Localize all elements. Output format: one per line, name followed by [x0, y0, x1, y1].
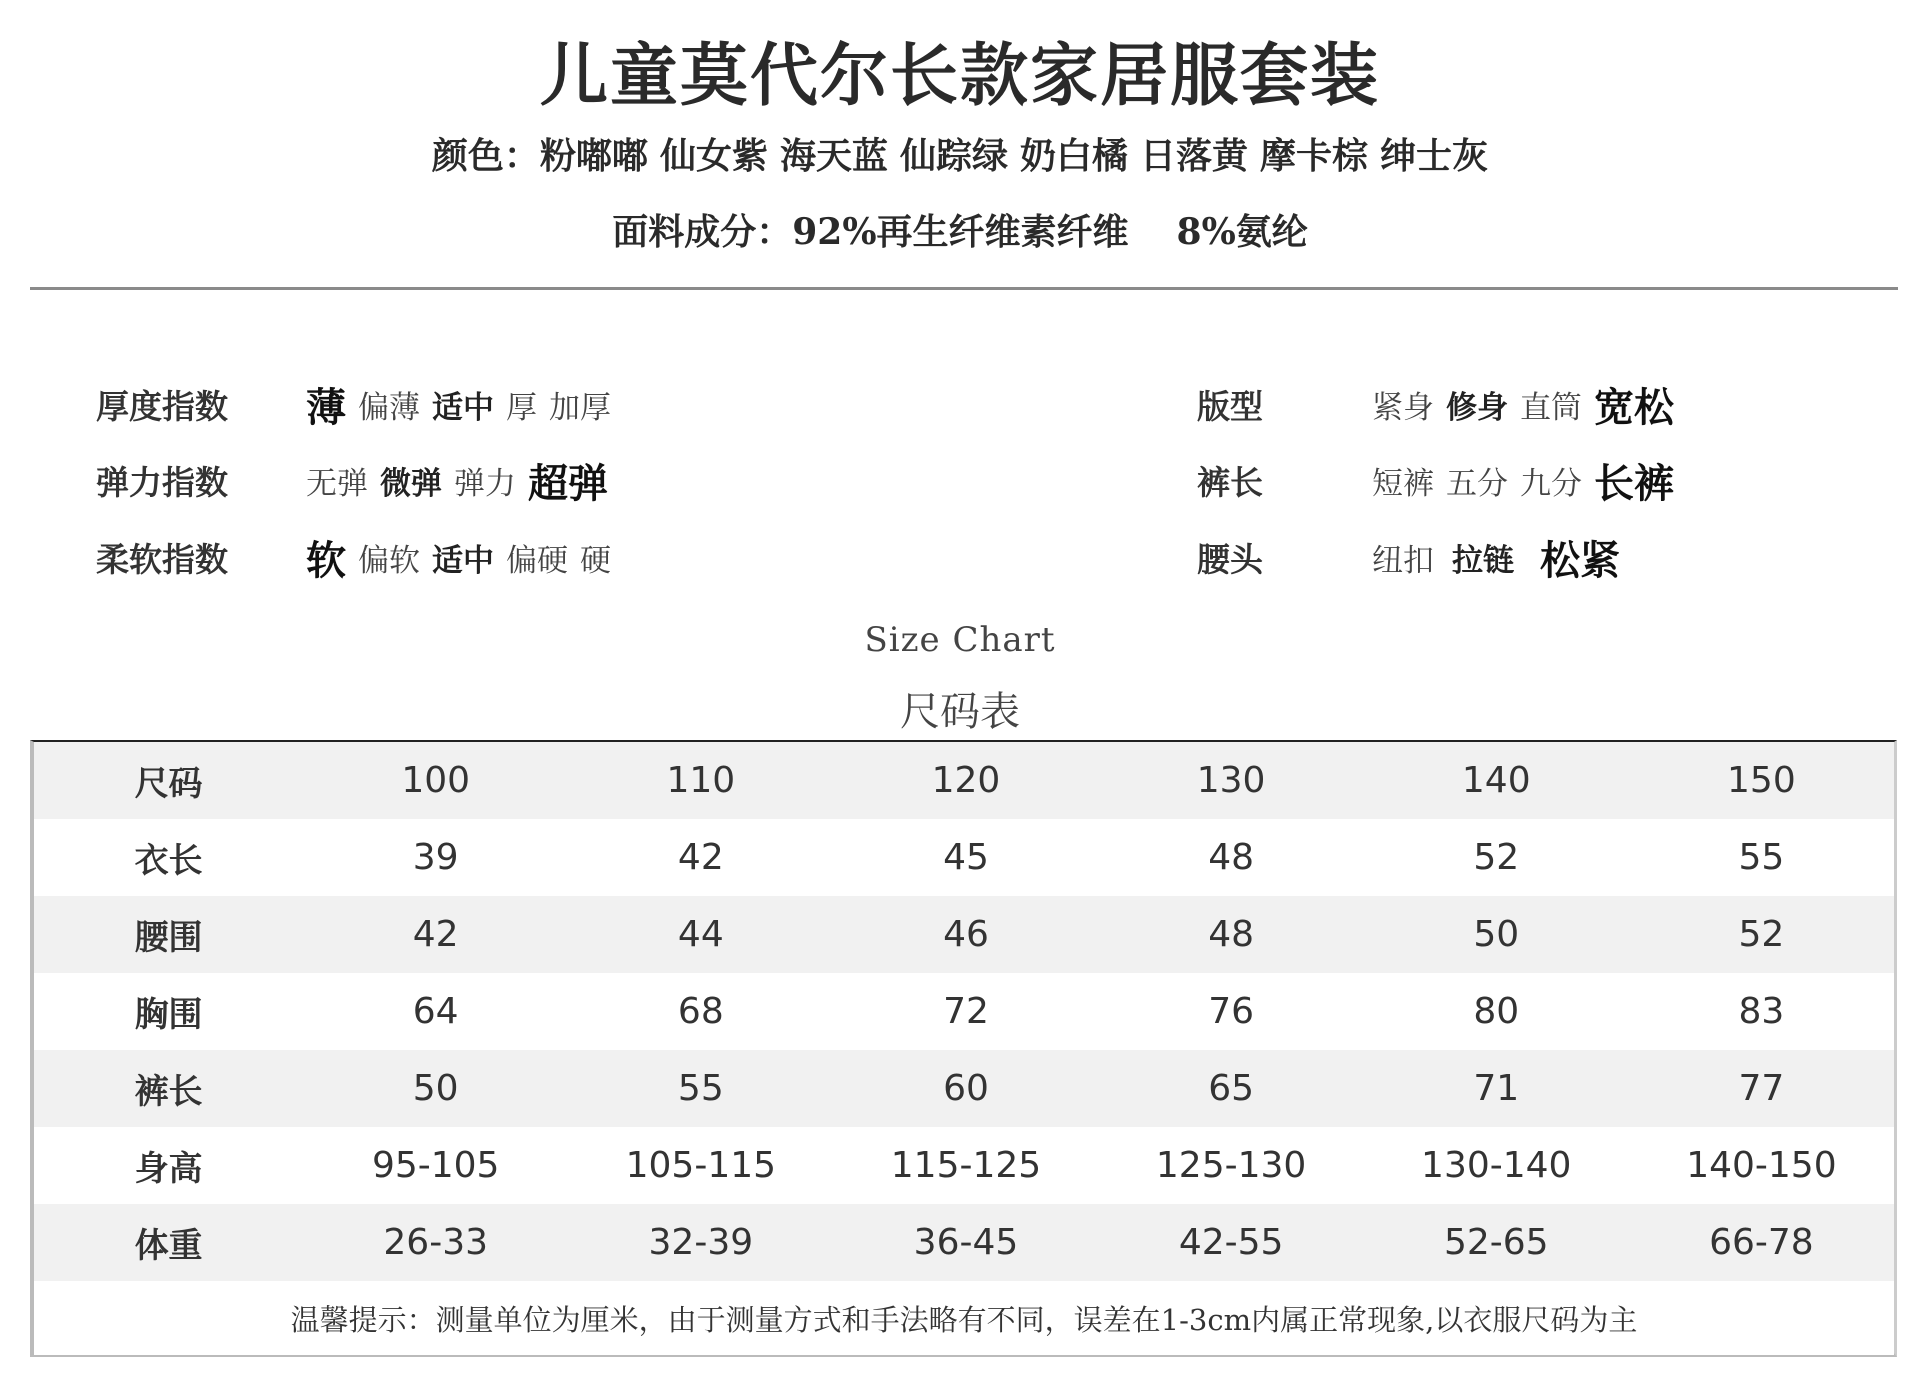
color-list [0, 128, 1920, 179]
pants-length-row [1197, 450, 1897, 510]
color-item: 摩卡棕 [1260, 135, 1369, 177]
table-cell: 42 [677, 837, 724, 878]
table-cell: 50 [412, 1068, 459, 1109]
softness-option: 偏硬 [506, 542, 568, 579]
fit-label: 版型 [1197, 386, 1263, 426]
table-cell: 46 [943, 914, 989, 955]
thickness-option: 加厚 [549, 389, 611, 426]
table-cell: 71 [1473, 1068, 1520, 1109]
waist-option: 纽扣 [1372, 542, 1434, 579]
elasticity-option: 超弹 [528, 460, 608, 507]
table-cell: 95-105 [371, 1145, 500, 1186]
table-cell: 48 [1208, 914, 1255, 955]
row-header: 裤长 [134, 1072, 203, 1112]
row-header: 胸围 [134, 995, 203, 1035]
table-cell: 77 [1738, 1068, 1785, 1109]
softness-option: 偏软 [358, 542, 420, 579]
table-cell: 130 [1196, 760, 1266, 801]
thickness-option: 偏薄 [358, 389, 420, 426]
table-row [34, 1204, 1894, 1281]
pants-length-option: 长裤 [1594, 460, 1674, 507]
table-cell: 76 [1208, 991, 1255, 1032]
table-cell: 140-150 [1686, 1145, 1837, 1186]
section-divider [30, 287, 1898, 290]
fit-option: 宽松 [1594, 384, 1674, 431]
thickness-options [306, 376, 623, 433]
table-cell: 120 [931, 760, 1001, 801]
table-cell: 105-115 [625, 1145, 777, 1186]
row-header: 尺码 [134, 764, 203, 804]
table-cell: 52 [1473, 837, 1520, 878]
table-cell: 83 [1738, 991, 1785, 1032]
table-cell: 36-45 [913, 1222, 1019, 1263]
waist-options [1372, 529, 1632, 586]
elasticity-option: 弹力 [454, 465, 516, 502]
table-row [34, 1050, 1894, 1127]
elasticity-option: 微弹 [380, 465, 442, 502]
table-cell: 60 [943, 1068, 989, 1109]
table-cell: 44 [677, 914, 724, 955]
table-row [34, 973, 1894, 1050]
table-cell: 110 [666, 760, 736, 801]
softness-option: 软 [306, 537, 346, 584]
table-cell: 50 [1473, 914, 1520, 955]
thickness-option: 适中 [432, 389, 494, 426]
thickness-option: 薄 [306, 384, 346, 431]
table-cell: 52 [1738, 914, 1785, 955]
table-cell: 150 [1727, 760, 1796, 801]
color-item: 粉嘟嘟 [539, 135, 648, 177]
fit-option: 修身 [1446, 389, 1508, 426]
row-header: 体重 [134, 1226, 203, 1266]
size-chart-title-cn: 尺码表 [900, 689, 1020, 735]
table-cell: 65 [1208, 1068, 1255, 1109]
table-cell: 26-33 [383, 1222, 488, 1263]
row-header: 身高 [134, 1149, 203, 1189]
softness-option: 适中 [432, 542, 494, 579]
row-header: 腰围 [134, 918, 203, 958]
waist-option: 松紧 [1540, 537, 1620, 584]
table-row [34, 742, 1894, 819]
row-header: 衣长 [134, 841, 203, 881]
color-item: 海天蓝 [779, 135, 888, 177]
page-title: 儿童莫代尔长款家居服套装 [539, 36, 1380, 116]
fabric-label: 面料成分： [612, 211, 793, 253]
pants-length-option: 九分 [1520, 465, 1582, 502]
table-cell: 52-65 [1443, 1222, 1549, 1263]
thickness-option: 厚 [506, 389, 537, 426]
fit-option: 紧身 [1372, 389, 1434, 426]
table-cell: 130-140 [1421, 1145, 1572, 1186]
softness-options [306, 529, 623, 586]
table-cell: 39 [412, 837, 459, 878]
color-item: 仙踪绿 [899, 135, 1008, 177]
thickness-label: 厚度指数 [96, 386, 228, 426]
pants-length-option: 短裤 [1372, 465, 1434, 502]
table-cell: 80 [1473, 991, 1520, 1032]
thickness-row [96, 374, 996, 434]
table-cell: 72 [943, 991, 989, 1032]
fabric-composition [0, 204, 1920, 255]
elasticity-option: 无弹 [306, 465, 368, 502]
elasticity-label: 弹力指数 [96, 462, 228, 502]
softness-label: 柔软指数 [96, 539, 228, 579]
table-cell: 55 [677, 1068, 724, 1109]
elasticity-options [306, 452, 620, 509]
color-label: 颜色： [431, 135, 540, 177]
pants-length-option: 五分 [1446, 465, 1508, 502]
color-item: 奶白橘 [1020, 135, 1129, 177]
softness-row [96, 527, 996, 587]
waist-option: 拉链 [1452, 542, 1514, 579]
table-cell: 55 [1738, 837, 1785, 878]
fabric-part-2: 8%氨纶 [1176, 211, 1308, 253]
waist-label: 腰头 [1197, 539, 1263, 579]
measurement-note: 温馨提示：测量单位为厘米，由于测量方式和手法略有不同，误差在1-3cm内属正常现象,以衣服尺码为主 [34, 1282, 1894, 1355]
size-chart-table [30, 740, 1897, 1357]
table-cell: 68 [677, 991, 724, 1032]
table-cell: 32-39 [648, 1222, 754, 1263]
color-item: 仙女紫 [659, 135, 768, 177]
fit-row [1197, 374, 1897, 434]
pants-length-label: 裤长 [1197, 462, 1263, 502]
fit-options [1372, 376, 1686, 433]
table-cell: 115-125 [890, 1145, 1042, 1186]
table-row [34, 1127, 1894, 1204]
elasticity-row [96, 450, 996, 510]
fabric-part-1: 92%再生纤维素纤维 [792, 211, 1129, 253]
color-item: 绅士灰 [1380, 135, 1489, 177]
table-cell: 140 [1461, 760, 1531, 801]
table-row [34, 896, 1894, 973]
pants-length-options [1372, 452, 1686, 509]
waist-row [1197, 527, 1897, 587]
softness-option: 硬 [580, 542, 611, 579]
table-row [34, 819, 1894, 896]
table-cell: 125-130 [1155, 1145, 1307, 1186]
table-cell: 42 [412, 914, 459, 955]
table-cell: 100 [401, 760, 471, 801]
table-cell: 42-55 [1178, 1222, 1284, 1263]
table-cell: 45 [943, 837, 989, 878]
fit-option: 直筒 [1520, 389, 1582, 426]
table-cell: 64 [412, 991, 459, 1032]
table-cell: 48 [1208, 837, 1255, 878]
table-cell: 66-78 [1709, 1222, 1814, 1263]
color-item: 日落黄 [1140, 135, 1249, 177]
size-chart-title-en: Size Chart [864, 620, 1056, 660]
